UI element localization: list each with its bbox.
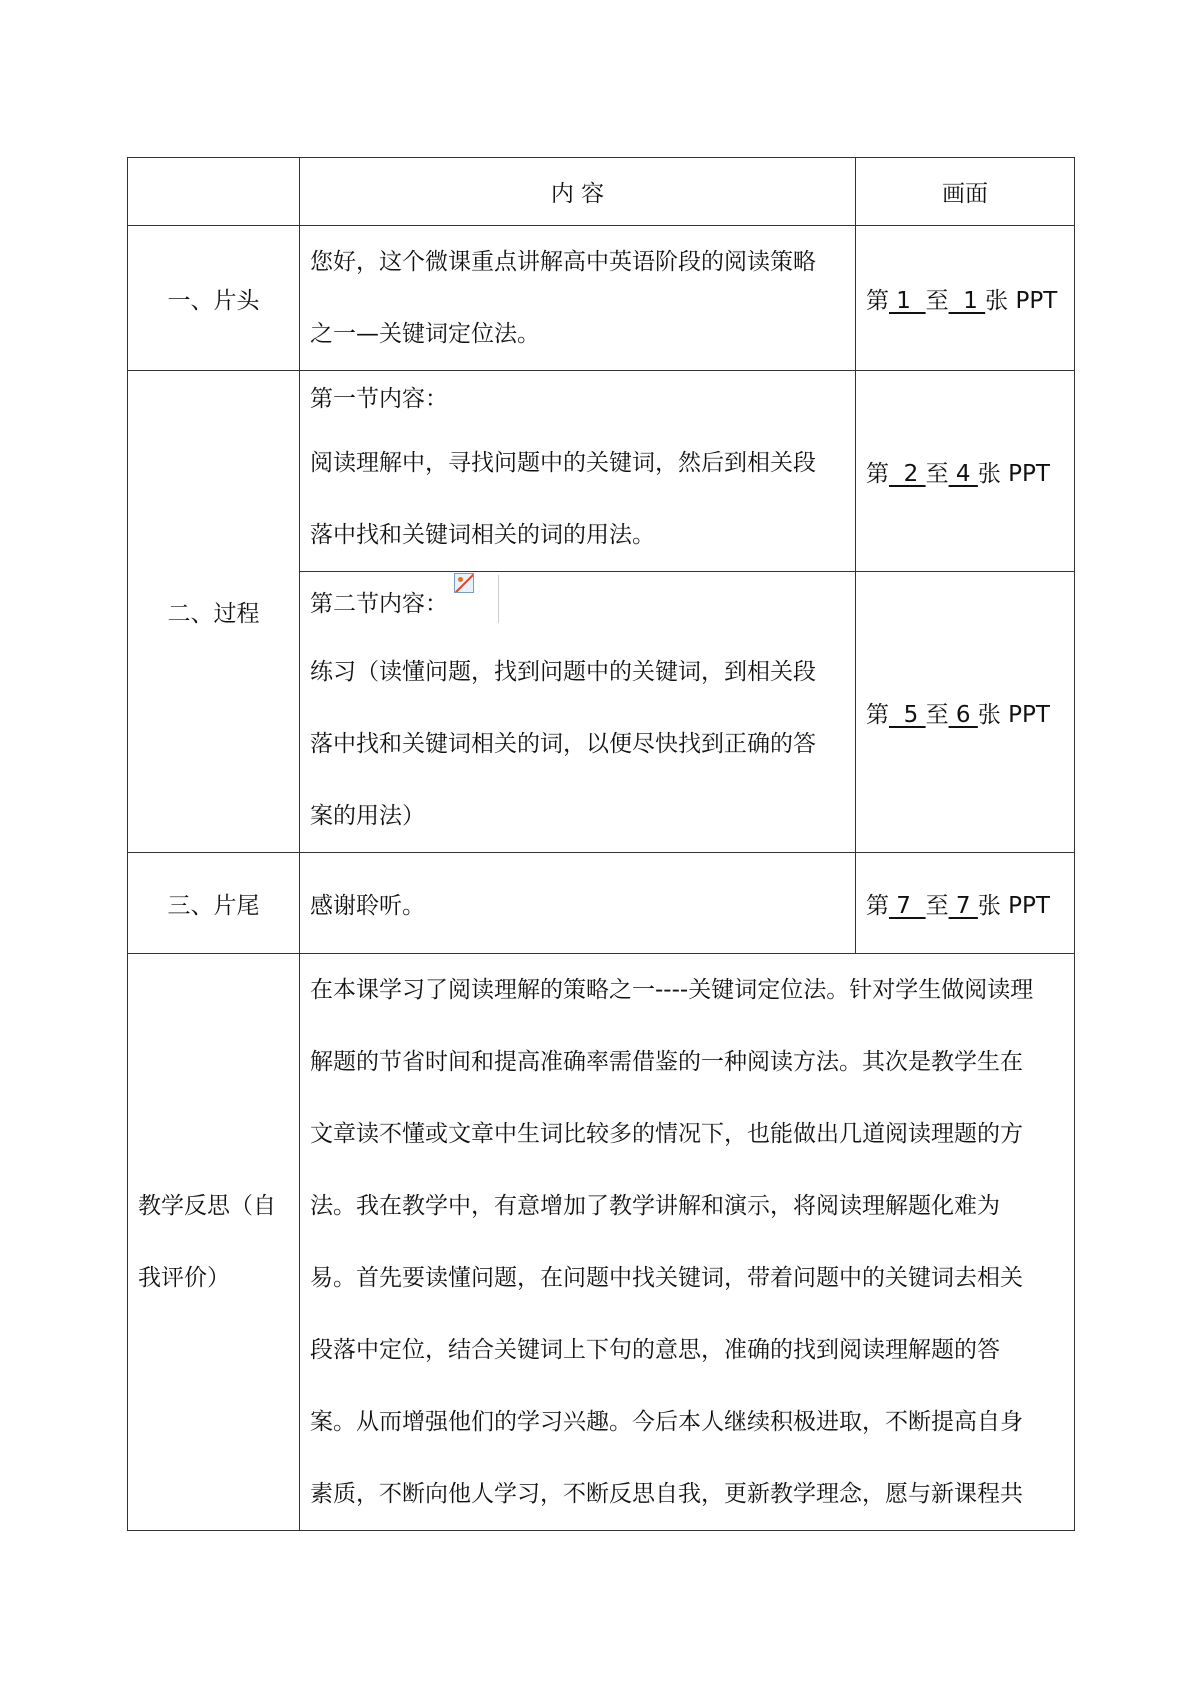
ppt-from: 2 [889,460,926,487]
section-tail-content: 感谢聆听。 [300,853,856,954]
section-process-part1-content [300,371,856,572]
ppt-post: 张 PPT [977,460,1050,487]
reflection-label [128,954,300,1531]
content-line: 落中找和关键词相关的词的用法。 [310,522,655,548]
ppt-to: 7 [948,892,978,919]
ppt-to: 6 [948,701,978,728]
ppt-to: 4 [948,460,978,487]
content-line: 您好，这个微课重点讲解高中英语阶段的阅读策略 [310,249,816,275]
reflection-line: 在本课学习了阅读理解的策略之一----关键词定位法。针对学生做阅读理 [310,977,1034,1003]
ppt-post: 张 PPT [977,892,1050,919]
section-process-part2-content [300,572,856,853]
reflection-label-line: 教学反思（自 [138,1193,276,1219]
reflection-label-line: 我评价） [138,1265,230,1291]
header-blank-cell [128,158,300,226]
ppt-from: 7 [889,892,926,919]
ppt-pre: 第 [866,460,889,487]
broken-image-icon [452,575,499,623]
section-head-label: 一、片头 [128,226,300,371]
content-line: 第一节内容： [310,386,448,412]
row-reflection [128,954,1075,1531]
image-placeholder [454,573,474,593]
content-line [310,572,845,636]
reflection-line: 解题的节省时间和提高准确率需借鉴的一种阅读方法。其次是教学生在 [310,1049,1023,1075]
section-head-ppt [856,226,1075,371]
reflection-line: 易。首先要读懂问题，在问题中找关键词，带着问题中的关键词去相关 [310,1265,1023,1291]
section-process-part2-ppt [856,572,1075,853]
reflection-line: 段落中定位，结合关键词上下句的意思，准确的找到阅读理解题的答 [310,1337,1000,1363]
part2-title: 第二节内容： [310,591,448,617]
ppt-pre: 第 [866,287,889,314]
reflection-content [300,954,1075,1531]
row-head [128,226,1075,371]
header-row [128,158,1075,226]
row-tail [128,853,1075,954]
section-process-part1-ppt [856,371,1075,572]
section-tail-ppt [856,853,1075,954]
ppt-post: 张 PPT [985,287,1058,314]
section-head-content [300,226,856,371]
ppt-from: 5 [889,701,926,728]
row-process-part1 [128,371,1075,572]
ppt-mid: 至 [925,892,949,919]
ppt-post: 张 PPT [977,701,1050,728]
lesson-plan-table [127,157,1075,1531]
content-line: 落中找和关键词相关的词，以便尽快找到正确的答 [310,731,816,757]
ppt-pre: 第 [866,892,889,919]
content-line: 练习（读懂问题，找到问题中的关键词，到相关段 [310,659,816,685]
reflection-line: 文章读不懂或文章中生词比较多的情况下，也能做出几道阅读理题的方 [310,1121,1023,1147]
reflection-line: 案。从而增强他们的学习兴趣。今后本人继续积极进取，不断提高自身 [310,1409,1023,1435]
ppt-mid: 至 [925,460,949,487]
content-line: 阅读理解中，寻找问题中的关键词，然后到相关段 [310,450,816,476]
ppt-mid: 至 [925,287,949,314]
reflection-line: 素质，不断向他人学习，不断反思自我，更新教学理念，愿与新课程共 [310,1481,1023,1507]
section-tail-label: 三、片尾 [128,853,300,954]
ppt-mid: 至 [925,701,949,728]
header-screen-cell: 画面 [856,158,1075,226]
header-content-cell: 内 容 [300,158,856,226]
content-line: 案的用法） [310,803,425,829]
ppt-from: 1 [889,287,926,314]
content-line: 之一—关键词定位法。 [310,321,540,347]
section-process-label: 二、过程 [128,371,300,853]
ppt-to: 1 [948,287,986,314]
ppt-pre: 第 [866,701,889,728]
reflection-line: 法。我在教学中，有意增加了教学讲解和演示，将阅读理解题化难为 [310,1193,1000,1219]
